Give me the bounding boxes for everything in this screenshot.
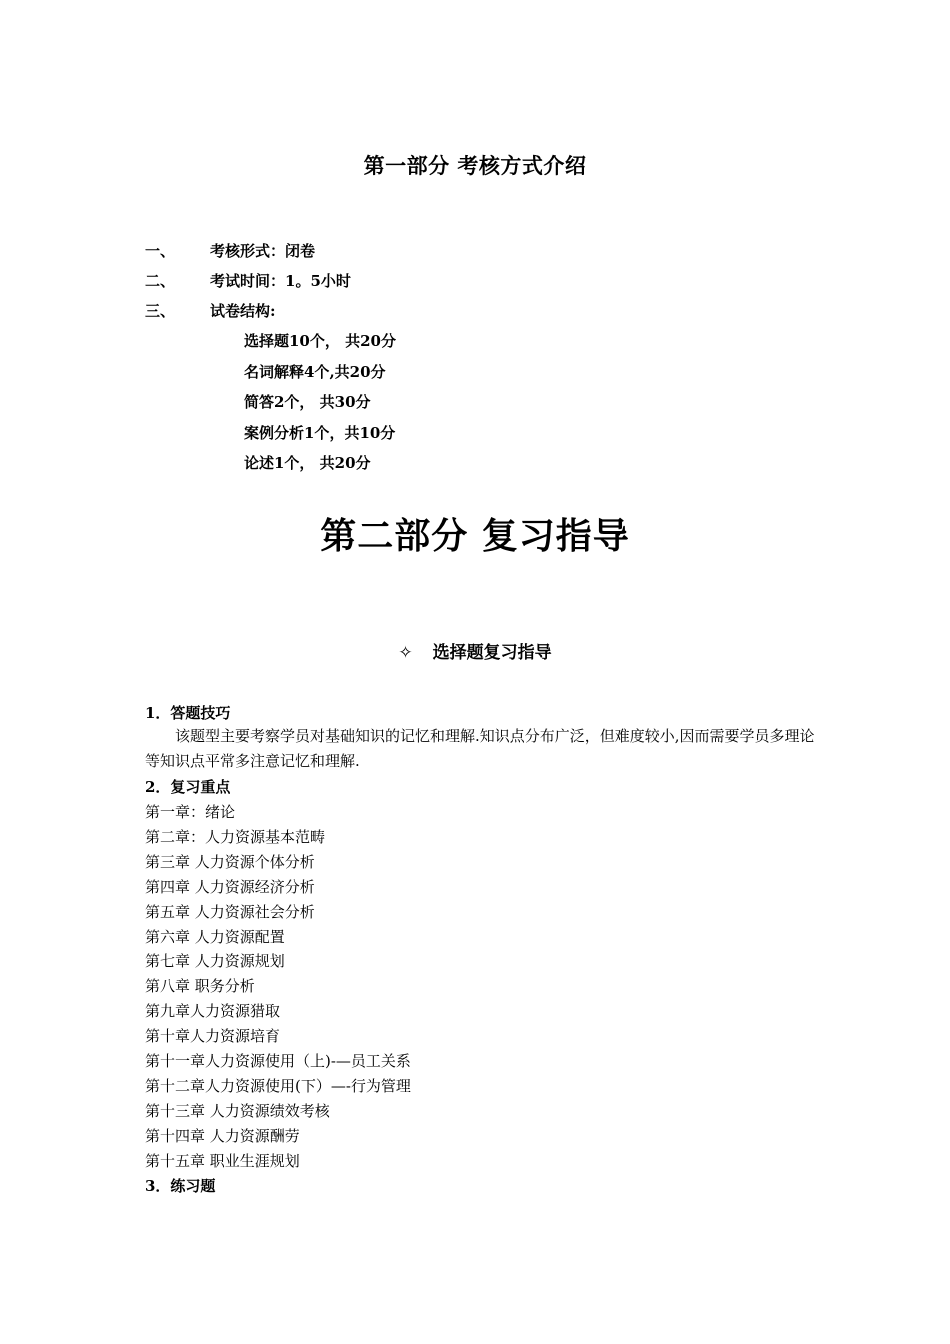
structure-line: 名词解释4个,共20分 — [244, 363, 386, 381]
structure-line: 简答2个， 共30分 — [244, 393, 371, 411]
subtitle-text: 选择题复习指导 — [432, 643, 552, 663]
chapter-item: 第十三章 人力资源绩效考核 — [145, 1102, 330, 1120]
item-number: 三、 — [145, 302, 176, 320]
chapter-item: 第七章 人力资源规划 — [145, 952, 285, 970]
structure-line: 案例分析1个，共10分 — [244, 424, 396, 442]
section-subtitle — [0, 638, 950, 663]
section-heading: 1．答题技巧 — [145, 704, 231, 722]
chapter-item: 第十五章 职业生涯规划 — [145, 1152, 300, 1170]
chapter-item: 第四章 人力资源经济分析 — [145, 878, 315, 896]
chapter-item: 第八章 职务分析 — [145, 977, 255, 995]
chapter-item: 第一章：绪论 — [145, 803, 236, 821]
chapter-item: 第二章：人力资源基本范畴 — [145, 828, 326, 846]
chapter-item: 第十二章人力资源使用(下）—-行为管理 — [145, 1077, 411, 1095]
section-heading: 3．练习题 — [145, 1177, 216, 1195]
item-number: 一、 — [145, 242, 176, 260]
paper-structure: 试卷结构: — [210, 302, 276, 320]
diamond-icon: ✧ — [398, 643, 413, 663]
chapter-item: 第十四章 人力资源酬劳 — [145, 1127, 300, 1145]
chapter-item: 第九章人力资源猎取 — [145, 1002, 281, 1020]
structure-line: 论述1个， 共20分 — [244, 454, 371, 472]
tips-paragraph: 该题型主要考察学员对基础知识的记忆和理解.知识点分布广泛，但难度较小,因而需要学员多理论等知识点平常多注意记忆和理解. — [145, 727, 815, 770]
chapter-item: 第十一章人力资源使用（上)-—员工关系 — [145, 1052, 411, 1070]
chapter-item: 第十章人力资源培育 — [145, 1027, 281, 1045]
part2-title: 第二部分 复习指导 — [320, 516, 630, 557]
section-heading: 2．复习重点 — [145, 778, 231, 796]
chapter-item: 第五章 人力资源社会分析 — [145, 903, 315, 921]
exam-format: 考核形式：闭卷 — [210, 242, 316, 260]
part1-title: 第一部分 考核方式介绍 — [363, 153, 587, 178]
chapter-item: 第六章 人力资源配置 — [145, 928, 285, 946]
chapter-item: 第三章 人力资源个体分析 — [145, 853, 315, 871]
structure-line: 选择题10个， 共20分 — [244, 332, 396, 350]
item-number: 二、 — [145, 272, 176, 290]
exam-time: 考试时间：1。5小时 — [210, 272, 351, 290]
